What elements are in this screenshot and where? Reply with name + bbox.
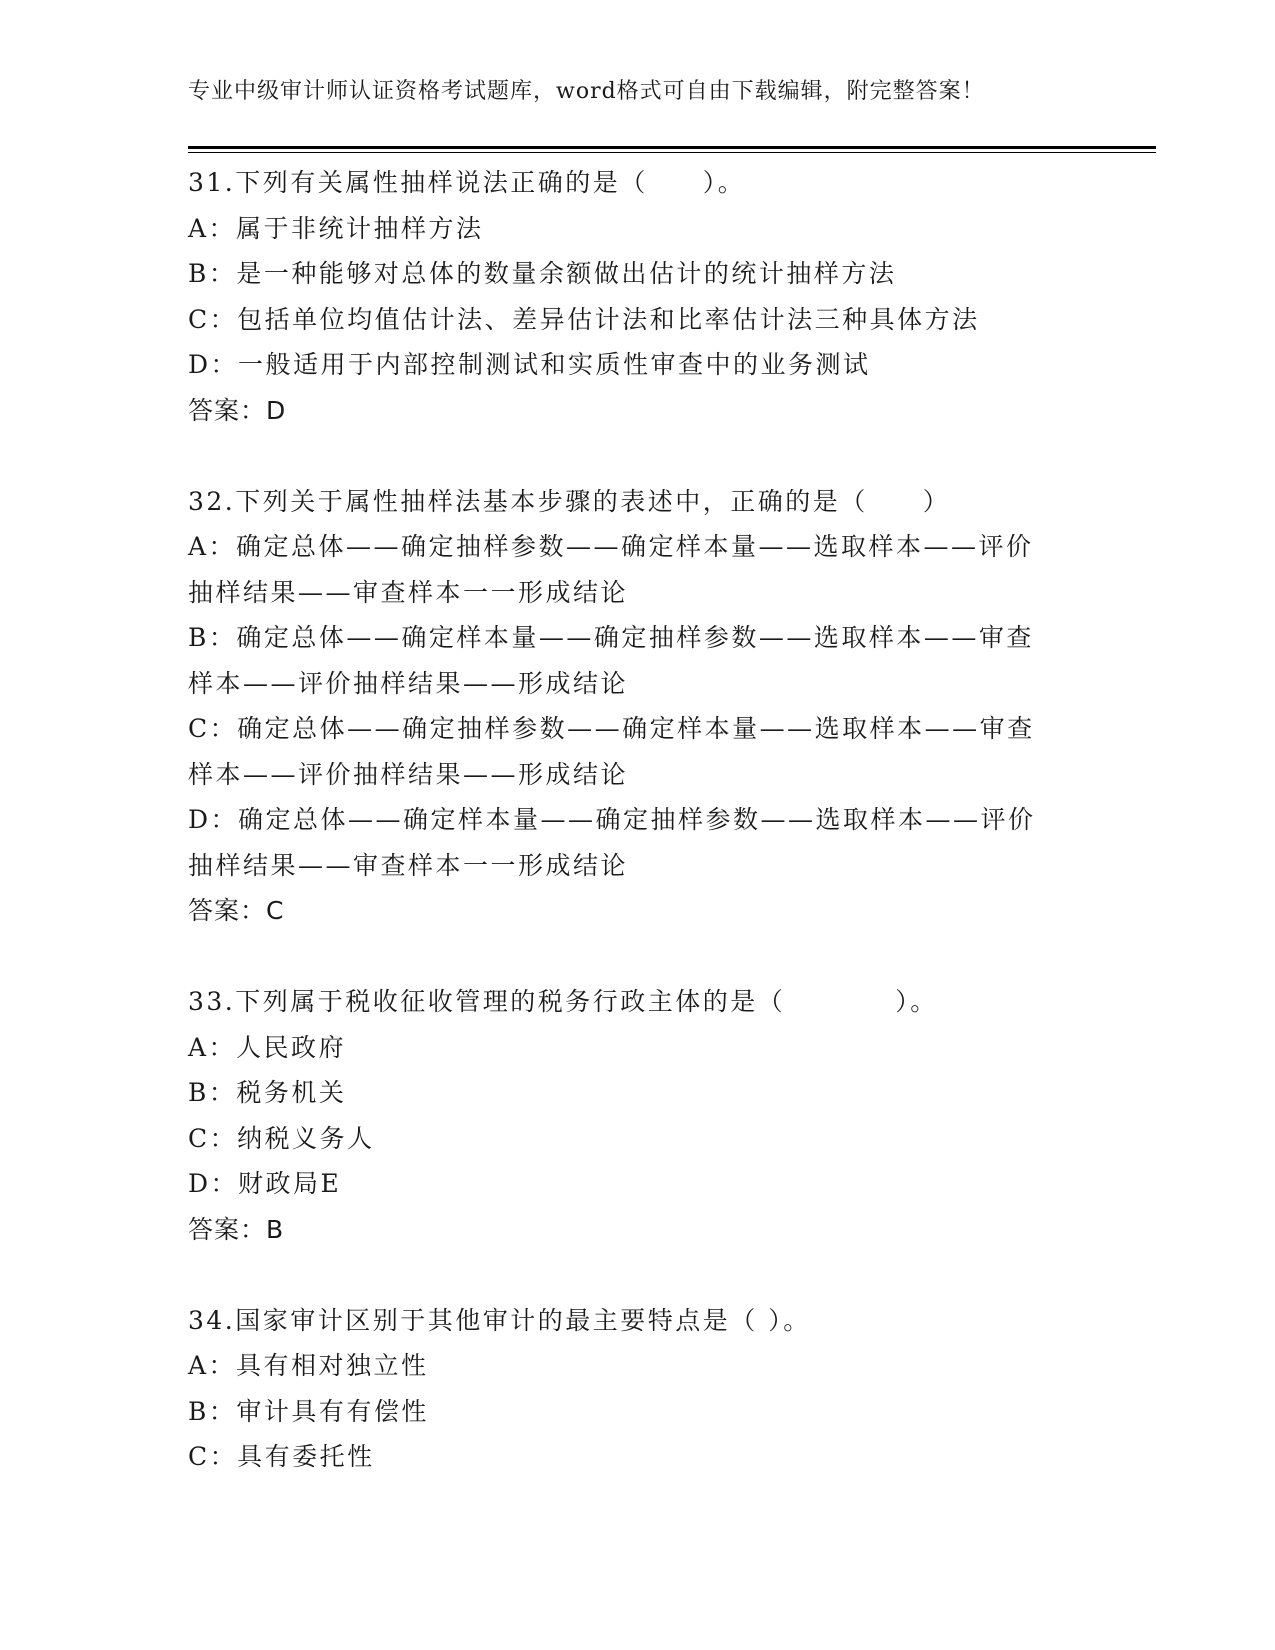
question-34-option-c: C：具有委托性: [188, 1442, 375, 1471]
question-33: [188, 979, 1088, 1252]
question-32-option-a-cont: 抽样结果——审查样本一一形成结论: [188, 577, 629, 607]
header-divider-thick: [188, 146, 1156, 149]
question-34-stem: 34.国家审计区别于其他审计的最主要特点是（ ）。: [188, 1305, 811, 1335]
question-33-option-c: C：纳税义务人: [188, 1123, 375, 1153]
question-spacer: [188, 433, 1088, 479]
question-33-option-b: B：税务机关: [188, 1078, 347, 1107]
question-32-option-d: D：确定总体——确定样本量——确定抽样参数——选取样本——评价: [188, 805, 1036, 834]
question-31: [188, 160, 1088, 433]
question-32-option-b-cont: 样本——评价抽样结果——形成结论: [188, 668, 629, 698]
question-34-option-b: B：审计具有有偿性: [188, 1396, 429, 1426]
question-31-stem: 31.下列有关属性抽样说法正确的是（ ）。: [188, 168, 746, 197]
question-34-option-a: A：具有相对独立性: [188, 1351, 429, 1380]
question-33-answer: 答案：B: [188, 1214, 285, 1244]
question-spacer: [188, 934, 1088, 980]
question-list: [188, 160, 1088, 1480]
question-32-option-c-cont: 样本——评价抽样结果——形成结论: [188, 759, 629, 789]
question-33-option-d: D：财政局E: [188, 1169, 342, 1198]
question-32-option-a: A：确定总体——确定抽样参数——确定样本量——选取样本——评价: [188, 532, 1034, 561]
question-31-option-b: B：是一种能够对总体的数量余额做出估计的统计抽样方法: [188, 259, 897, 288]
question-32: [188, 479, 1088, 934]
question-31-option-a: A：属于非统计抽样方法: [188, 213, 484, 243]
question-32-option-c: C：确定总体——确定抽样参数——确定样本量——选取样本——审查: [188, 714, 1035, 743]
question-spacer: [188, 1252, 1088, 1298]
question-32-option-d-cont: 抽样结果——审查样本一一形成结论: [188, 850, 629, 880]
question-31-answer: 答案：D: [188, 395, 287, 425]
question-34: [188, 1298, 1088, 1480]
header-divider-thin: [188, 152, 1156, 153]
question-33-option-a: A：人民政府: [188, 1032, 347, 1062]
question-31-option-c: C：包括单位均值估计法、差异估计法和比率估计法三种具体方法: [188, 304, 980, 334]
question-33-stem: 33.下列属于税收征收管理的税务行政主体的是（ ）。: [188, 987, 938, 1016]
question-32-option-b: B：确定总体——确定样本量——确定抽样参数——选取样本——审查: [188, 623, 1034, 652]
question-32-answer: 答案：C: [188, 896, 285, 925]
question-31-option-d: D：一般适用于内部控制测试和实质性审查中的业务测试: [188, 350, 871, 379]
page-header: 专业中级审计师认证资格考试题库，word格式可自由下载编辑，附完整答案！: [188, 79, 985, 104]
question-32-stem: 32.下列关于属性抽样法基本步骤的表述中，正确的是（ ）: [188, 486, 951, 516]
